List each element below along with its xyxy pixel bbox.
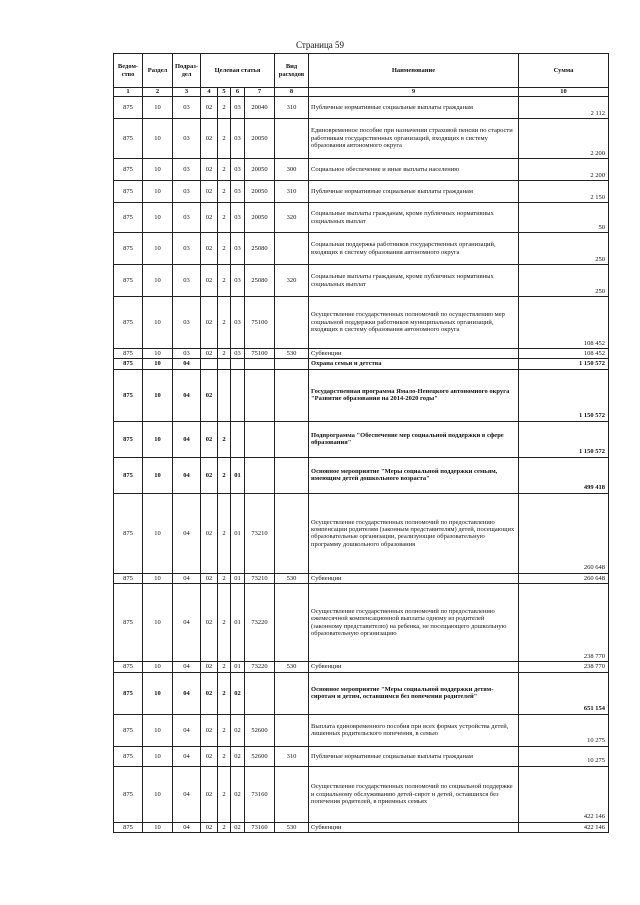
- cell-target-event: 03: [231, 265, 245, 297]
- column-number: 6: [231, 88, 245, 97]
- cell-name: Осуществление государственных полномочий по осуществлению мер социальной поддержки работников муниципальных организаций, входящих в систему образования автономного округа: [309, 297, 519, 349]
- cell-name: Единовременное пособие при назначении страховой пенсии по старости работникам государственных организаций, входящих в систему образования автономного округа: [309, 119, 519, 159]
- cell-target-subprogram: 2: [218, 119, 231, 159]
- cell-target-subprogram: 2: [218, 203, 231, 233]
- cell-podrazdel: 04: [173, 573, 201, 583]
- cell-vedomstvo: 875: [114, 822, 143, 832]
- cell-vid: 530: [275, 822, 309, 832]
- cell-target-subprogram: 2: [218, 421, 231, 457]
- cell-vid: 530: [275, 573, 309, 583]
- cell-vid: [275, 369, 309, 421]
- cell-target-code: 20050: [245, 119, 275, 159]
- cell-name: Социальные выплаты гражданам, кроме публичных нормативных социальных выплат: [309, 203, 519, 233]
- cell-target-code: 20050: [245, 181, 275, 203]
- cell-sum: 1 150 572: [519, 369, 609, 421]
- column-number: 1: [114, 88, 143, 97]
- cell-target-program: 02: [201, 746, 218, 766]
- cell-vedomstvo: 875: [114, 97, 143, 119]
- cell-sum: 108 452: [519, 297, 609, 349]
- cell-target-code: 20040: [245, 97, 275, 119]
- cell-podrazdel: 04: [173, 822, 201, 832]
- cell-target-event: 02: [231, 746, 245, 766]
- cell-target-program: 02: [201, 159, 218, 181]
- cell-razdel: 10: [143, 181, 173, 203]
- cell-name: Публичные нормативные социальные выплаты гражданам: [309, 97, 519, 119]
- cell-razdel: 10: [143, 233, 173, 265]
- cell-sum: 10 275: [519, 746, 609, 766]
- cell-name: Основное мероприятие "Меры социальной поддержки детям-сиротам и детям, оставшимся без попечения родителей": [309, 672, 519, 714]
- cell-vedomstvo: 875: [114, 584, 143, 662]
- cell-target-subprogram: 2: [218, 265, 231, 297]
- cell-target-subprogram: 2: [218, 159, 231, 181]
- cell-vedomstvo: 875: [114, 203, 143, 233]
- cell-podrazdel: 04: [173, 457, 201, 493]
- table-row: [114, 672, 609, 714]
- cell-name: Субвенции: [309, 822, 519, 832]
- table-row: [114, 421, 609, 457]
- cell-vedomstvo: 875: [114, 457, 143, 493]
- cell-target-subprogram: 2: [218, 766, 231, 822]
- cell-target-program: 02: [201, 97, 218, 119]
- cell-target-event: 02: [231, 672, 245, 714]
- cell-target-event: 03: [231, 119, 245, 159]
- cell-target-program: 02: [201, 457, 218, 493]
- budget-table: [113, 53, 609, 833]
- cell-vedomstvo: 875: [114, 672, 143, 714]
- cell-target-event: 02: [231, 714, 245, 746]
- cell-target-code: [245, 421, 275, 457]
- cell-podrazdel: 04: [173, 746, 201, 766]
- table-row: [114, 203, 609, 233]
- column-number: 10: [519, 88, 609, 97]
- cell-vid: [275, 297, 309, 349]
- cell-target-program: 02: [201, 203, 218, 233]
- table-row: [114, 493, 609, 573]
- cell-razdel: 10: [143, 297, 173, 349]
- cell-target-code: 75100: [245, 297, 275, 349]
- cell-target-program: 02: [201, 714, 218, 746]
- cell-podrazdel: 04: [173, 662, 201, 672]
- cell-vid: 530: [275, 662, 309, 672]
- cell-target-subprogram: 2: [218, 573, 231, 583]
- cell-target-code: 25080: [245, 233, 275, 265]
- cell-target-code: 25080: [245, 265, 275, 297]
- cell-vid: 320: [275, 265, 309, 297]
- cell-vedomstvo: 875: [114, 746, 143, 766]
- cell-vedomstvo: 875: [114, 265, 143, 297]
- cell-sum: 499 418: [519, 457, 609, 493]
- cell-target-subprogram: [218, 359, 231, 369]
- table-row: [114, 746, 609, 766]
- cell-razdel: 10: [143, 493, 173, 573]
- cell-sum: 10 275: [519, 714, 609, 746]
- cell-vid: 300: [275, 159, 309, 181]
- cell-vid: 310: [275, 746, 309, 766]
- cell-razdel: 10: [143, 359, 173, 369]
- cell-razdel: 10: [143, 714, 173, 746]
- cell-target-code: 73220: [245, 584, 275, 662]
- cell-target-subprogram: 2: [218, 822, 231, 832]
- cell-vedomstvo: 875: [114, 573, 143, 583]
- table-row: [114, 714, 609, 746]
- cell-vid: [275, 421, 309, 457]
- cell-target-event: 03: [231, 203, 245, 233]
- header-podrazdel: Подраз-дел: [173, 54, 201, 88]
- cell-target-event: 02: [231, 766, 245, 822]
- cell-target-code: 73210: [245, 573, 275, 583]
- cell-vid: [275, 457, 309, 493]
- cell-razdel: 10: [143, 672, 173, 714]
- cell-target-program: 02: [201, 119, 218, 159]
- cell-razdel: 10: [143, 203, 173, 233]
- cell-target-event: 01: [231, 457, 245, 493]
- cell-target-code: [245, 672, 275, 714]
- cell-target-event: 03: [231, 97, 245, 119]
- cell-target-code: 73210: [245, 493, 275, 573]
- cell-podrazdel: 03: [173, 181, 201, 203]
- cell-sum: 2 200: [519, 159, 609, 181]
- cell-target-subprogram: 2: [218, 233, 231, 265]
- cell-razdel: 10: [143, 159, 173, 181]
- cell-target-event: 02: [231, 822, 245, 832]
- cell-name: Социальное обеспечение и иные выплаты населению: [309, 159, 519, 181]
- cell-target-program: 02: [201, 822, 218, 832]
- header-target: Целевая статья: [201, 54, 275, 88]
- cell-target-program: 02: [201, 672, 218, 714]
- column-number: 7: [245, 88, 275, 97]
- table-row: [114, 233, 609, 265]
- column-numbers-row: [114, 88, 609, 97]
- cell-sum: 2 150: [519, 181, 609, 203]
- cell-sum: 422 146: [519, 822, 609, 832]
- cell-vedomstvo: 875: [114, 766, 143, 822]
- cell-target-program: 02: [201, 662, 218, 672]
- table-row: [114, 369, 609, 421]
- cell-target-subprogram: 2: [218, 662, 231, 672]
- cell-target-event: [231, 369, 245, 421]
- cell-target-program: 02: [201, 233, 218, 265]
- cell-sum: 1 150 572: [519, 421, 609, 457]
- cell-target-subprogram: 2: [218, 584, 231, 662]
- cell-target-code: 73160: [245, 766, 275, 822]
- cell-target-program: 02: [201, 493, 218, 573]
- header-sum: Сумма: [519, 54, 609, 88]
- cell-sum: 108 452: [519, 349, 609, 359]
- cell-target-subprogram: 2: [218, 714, 231, 746]
- table-row: [114, 349, 609, 359]
- cell-target-event: 03: [231, 233, 245, 265]
- column-number: 4: [201, 88, 218, 97]
- cell-vid: 530: [275, 349, 309, 359]
- table-row: [114, 119, 609, 159]
- cell-podrazdel: 04: [173, 584, 201, 662]
- cell-name: Осуществление государственных полномочий по социальной поддержке и социальному обслуживанию детей-сирот и детей, оставшихся без попечения родителей, в приемных семьях: [309, 766, 519, 822]
- cell-razdel: 10: [143, 662, 173, 672]
- cell-vedomstvo: 875: [114, 714, 143, 746]
- cell-sum: 651 154: [519, 672, 609, 714]
- cell-sum: 250: [519, 265, 609, 297]
- cell-vedomstvo: 875: [114, 421, 143, 457]
- cell-target-subprogram: 2: [218, 181, 231, 203]
- cell-target-program: 02: [201, 265, 218, 297]
- table-row: [114, 359, 609, 369]
- cell-target-event: 01: [231, 584, 245, 662]
- cell-vid: [275, 584, 309, 662]
- cell-sum: 238 770: [519, 662, 609, 672]
- cell-vid: 320: [275, 203, 309, 233]
- cell-razdel: 10: [143, 421, 173, 457]
- cell-target-code: [245, 457, 275, 493]
- header-vid: Вид расходов: [275, 54, 309, 88]
- cell-name: Субвенции: [309, 349, 519, 359]
- cell-target-subprogram: 2: [218, 672, 231, 714]
- cell-vedomstvo: 875: [114, 359, 143, 369]
- cell-name: Выплата единовременного пособия при всех формах устройства детей, лишенных родительского попечения, в семью: [309, 714, 519, 746]
- cell-target-code: [245, 359, 275, 369]
- cell-target-program: 02: [201, 584, 218, 662]
- cell-sum: 260 648: [519, 573, 609, 583]
- table-row: [114, 822, 609, 832]
- cell-razdel: 10: [143, 97, 173, 119]
- cell-name: Социальная поддержка работников государственных организаций, входящих в систему образования автономного округа: [309, 233, 519, 265]
- cell-podrazdel: 03: [173, 265, 201, 297]
- header-razdel: Раздел: [143, 54, 173, 88]
- cell-sum: 238 770: [519, 584, 609, 662]
- cell-vedomstvo: 875: [114, 233, 143, 265]
- cell-razdel: 10: [143, 119, 173, 159]
- cell-sum: 1 150 572: [519, 359, 609, 369]
- cell-target-subprogram: 2: [218, 297, 231, 349]
- cell-podrazdel: 03: [173, 203, 201, 233]
- cell-name: Охрана семьи и детства: [309, 359, 519, 369]
- header-name: Наименование: [309, 54, 519, 88]
- cell-sum: 2 200: [519, 119, 609, 159]
- header-row: [114, 54, 609, 88]
- cell-target-code: 52600: [245, 746, 275, 766]
- column-number: 3: [173, 88, 201, 97]
- cell-target-subprogram: 2: [218, 493, 231, 573]
- table-row: [114, 584, 609, 662]
- cell-target-code: [245, 369, 275, 421]
- cell-podrazdel: 04: [173, 714, 201, 746]
- cell-vid: [275, 359, 309, 369]
- cell-vid: [275, 119, 309, 159]
- cell-target-code: 75100: [245, 349, 275, 359]
- cell-podrazdel: 04: [173, 359, 201, 369]
- cell-name: Социальные выплаты гражданам, кроме публичных нормативных социальных выплат: [309, 265, 519, 297]
- cell-target-subprogram: 2: [218, 97, 231, 119]
- cell-sum: 2 112: [519, 97, 609, 119]
- column-number: 8: [275, 88, 309, 97]
- cell-target-subprogram: 2: [218, 457, 231, 493]
- cell-target-program: 02: [201, 421, 218, 457]
- cell-vedomstvo: 875: [114, 159, 143, 181]
- cell-target-event: [231, 359, 245, 369]
- cell-target-program: 02: [201, 369, 218, 421]
- cell-target-program: 02: [201, 766, 218, 822]
- cell-podrazdel: 04: [173, 421, 201, 457]
- cell-razdel: 10: [143, 822, 173, 832]
- cell-vedomstvo: 875: [114, 297, 143, 349]
- cell-target-program: [201, 359, 218, 369]
- table-row: [114, 265, 609, 297]
- cell-name: Государственная программа Ямало-Ненецкого автономного округа "Развитие образования на 2014-2020 годы": [309, 369, 519, 421]
- cell-razdel: 10: [143, 746, 173, 766]
- cell-name: Осуществление государственных полномочий по предоставлению ежемесячной компенсационной выплаты одному из родителей (законному представителю) на ребенка, не посещающего дошкольную образовательную организацию: [309, 584, 519, 662]
- cell-vid: [275, 233, 309, 265]
- cell-target-program: 02: [201, 349, 218, 359]
- cell-name: Основное мероприятие "Меры социальной поддержки семьям, имеющим детей дошкольного возраста": [309, 457, 519, 493]
- cell-target-subprogram: [218, 369, 231, 421]
- cell-vid: [275, 493, 309, 573]
- cell-podrazdel: 03: [173, 119, 201, 159]
- cell-razdel: 10: [143, 349, 173, 359]
- cell-name: Осуществление государственных полномочий по предоставлению компенсации родителям (законным представителям) детей, посещающих образовательные организации, реализующие образовательную программу дошкольного образования: [309, 493, 519, 573]
- cell-vedomstvo: 875: [114, 493, 143, 573]
- cell-vedomstvo: 875: [114, 369, 143, 421]
- table-row: [114, 181, 609, 203]
- cell-name: Подпрограмма "Обеспечение мер социальной поддержки в сфере образования": [309, 421, 519, 457]
- table-row: [114, 97, 609, 119]
- column-number: 5: [218, 88, 231, 97]
- cell-name: Субвенции: [309, 573, 519, 583]
- cell-target-event: [231, 421, 245, 457]
- cell-podrazdel: 03: [173, 159, 201, 181]
- cell-target-code: 73160: [245, 822, 275, 832]
- cell-razdel: 10: [143, 584, 173, 662]
- cell-target-program: 02: [201, 297, 218, 349]
- cell-target-program: 02: [201, 573, 218, 583]
- cell-target-code: 20050: [245, 203, 275, 233]
- cell-podrazdel: 04: [173, 672, 201, 714]
- cell-razdel: 10: [143, 457, 173, 493]
- cell-name: Публичные нормативные социальные выплаты гражданам: [309, 181, 519, 203]
- cell-vedomstvo: 875: [114, 662, 143, 672]
- table-row: [114, 297, 609, 349]
- cell-name: Публичные нормативные социальные выплаты гражданам: [309, 746, 519, 766]
- cell-vid: [275, 766, 309, 822]
- page-label: Страница 59: [295, 40, 345, 50]
- cell-razdel: 10: [143, 369, 173, 421]
- table-row: [114, 457, 609, 493]
- table-row: [114, 159, 609, 181]
- cell-target-subprogram: 2: [218, 349, 231, 359]
- cell-podrazdel: 04: [173, 369, 201, 421]
- cell-target-event: 01: [231, 662, 245, 672]
- cell-target-event: 03: [231, 159, 245, 181]
- cell-razdel: 10: [143, 265, 173, 297]
- cell-razdel: 10: [143, 573, 173, 583]
- column-number: 9: [309, 88, 519, 97]
- cell-target-event: 03: [231, 297, 245, 349]
- cell-vid: 310: [275, 97, 309, 119]
- cell-target-event: 01: [231, 573, 245, 583]
- cell-target-code: 20050: [245, 159, 275, 181]
- cell-podrazdel: 03: [173, 297, 201, 349]
- cell-podrazdel: 04: [173, 766, 201, 822]
- cell-sum: 250: [519, 233, 609, 265]
- cell-sum: 260 648: [519, 493, 609, 573]
- cell-vid: [275, 714, 309, 746]
- cell-vedomstvo: 875: [114, 119, 143, 159]
- cell-target-code: 52600: [245, 714, 275, 746]
- cell-target-code: 73220: [245, 662, 275, 672]
- cell-target-event: 03: [231, 181, 245, 203]
- cell-podrazdel: 03: [173, 97, 201, 119]
- table-row: [114, 573, 609, 583]
- cell-vedomstvo: 875: [114, 181, 143, 203]
- table-row: [114, 662, 609, 672]
- cell-target-subprogram: 2: [218, 746, 231, 766]
- cell-target-event: 03: [231, 349, 245, 359]
- cell-sum: 422 146: [519, 766, 609, 822]
- cell-target-program: 02: [201, 181, 218, 203]
- cell-vid: 310: [275, 181, 309, 203]
- header-vedomstvo: Ведом-ство: [114, 54, 143, 88]
- cell-podrazdel: 03: [173, 233, 201, 265]
- column-number: 2: [143, 88, 173, 97]
- cell-sum: 50: [519, 203, 609, 233]
- cell-target-event: 01: [231, 493, 245, 573]
- cell-name: Субвенции: [309, 662, 519, 672]
- cell-podrazdel: 04: [173, 493, 201, 573]
- cell-vid: [275, 672, 309, 714]
- cell-razdel: 10: [143, 766, 173, 822]
- cell-vedomstvo: 875: [114, 349, 143, 359]
- cell-podrazdel: 03: [173, 349, 201, 359]
- table-row: [114, 766, 609, 822]
